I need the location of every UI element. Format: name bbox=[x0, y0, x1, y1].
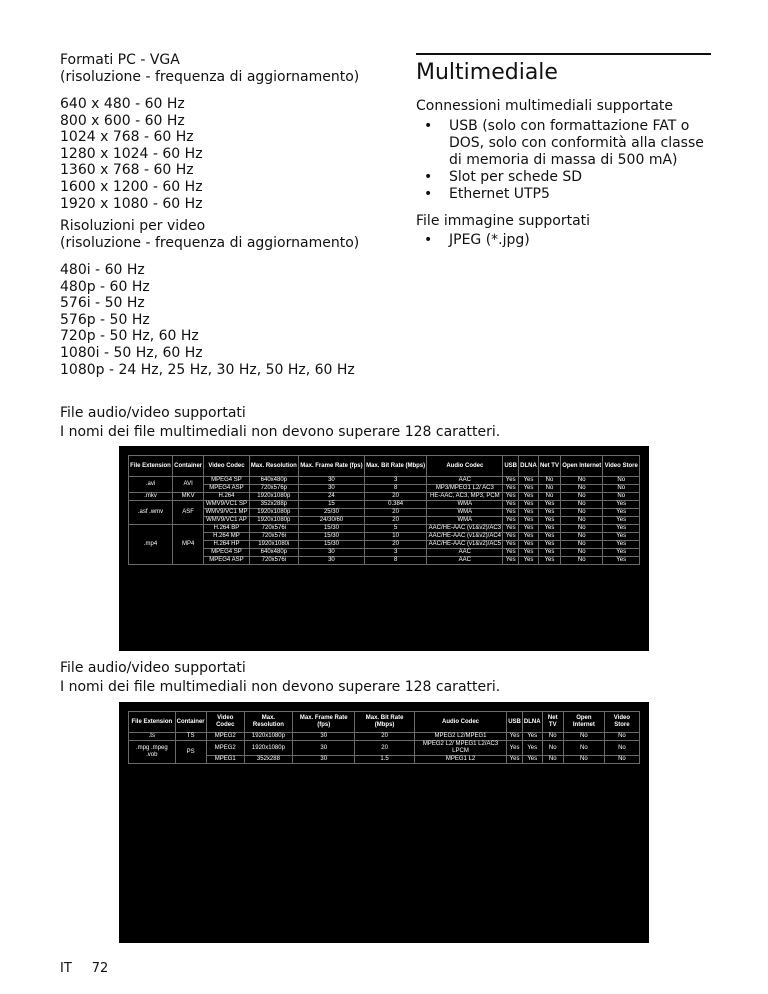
video-heading-line2: (risoluzione - frequenza di aggiornamento) bbox=[60, 235, 360, 251]
table-cell: Yes bbox=[603, 549, 640, 557]
column-header: USB bbox=[507, 712, 523, 733]
table-cell: Yes bbox=[519, 549, 539, 557]
connections-heading: Connessioni multimediali supportate bbox=[416, 98, 674, 114]
av-formats-table-2 bbox=[128, 711, 640, 764]
bullet-icon: • bbox=[424, 232, 433, 248]
column-header: Audio Codec bbox=[414, 712, 506, 733]
table-cell: H.264 BP bbox=[204, 525, 249, 533]
table-row bbox=[129, 509, 640, 517]
table-cell: No bbox=[561, 517, 603, 525]
table-cell: WMA bbox=[427, 501, 503, 509]
table-cell: AAC/HE-AAC (v1&v2)/AC4 bbox=[428, 533, 501, 539]
table-cell: 720x576i bbox=[249, 525, 298, 533]
column-header: Video Codec bbox=[206, 712, 244, 733]
table-cell: 1.5 bbox=[355, 756, 414, 764]
table-cell: 720x576p bbox=[249, 485, 298, 493]
table-row bbox=[129, 517, 640, 525]
table-cell: Yes bbox=[519, 541, 539, 549]
table-row bbox=[129, 733, 640, 741]
table-cell: No bbox=[563, 733, 604, 741]
table-cell: Yes bbox=[519, 525, 539, 533]
column-header: File Extension bbox=[129, 712, 176, 733]
table-cell: 8 bbox=[364, 557, 426, 565]
table-cell: No bbox=[561, 525, 603, 533]
table-cell: 1920x1080p bbox=[244, 741, 292, 756]
table-cell: No bbox=[561, 533, 603, 541]
table-cell: Yes bbox=[603, 509, 640, 517]
av-formats-table-1 bbox=[128, 455, 640, 565]
table-cell: Yes bbox=[503, 485, 519, 493]
table-cell: Yes bbox=[519, 493, 539, 501]
table-cell: No bbox=[604, 756, 639, 764]
table-cell: 3 bbox=[364, 549, 426, 557]
table-cell: Yes bbox=[507, 741, 523, 756]
table-cell: Yes bbox=[519, 485, 539, 493]
container-cell: MKV bbox=[173, 493, 204, 501]
list-item: 1600 x 1200 - 60 Hz bbox=[60, 178, 203, 195]
table-cell: Yes bbox=[503, 501, 519, 509]
column-header: Max. Bit Rate (Mbps) bbox=[364, 456, 426, 477]
table-cell: 30 bbox=[299, 557, 365, 565]
column-header: Max. Resolution bbox=[244, 712, 292, 733]
table-cell: MPEG2 L2/MPEG1 bbox=[414, 733, 506, 741]
av-files-note-2: I nomi dei file multimediali non devono superare 128 caratteri. bbox=[60, 679, 501, 695]
list-item: 1080p - 24 Hz, 25 Hz, 30 Hz, 50 Hz, 60 Hz bbox=[60, 361, 355, 378]
table-cell: No bbox=[542, 741, 563, 756]
table-cell: Yes bbox=[522, 756, 542, 764]
column-header: Open Internet bbox=[561, 456, 603, 477]
list-item: 576p - 50 Hz bbox=[60, 311, 150, 328]
table-cell: 30 bbox=[293, 733, 355, 741]
table-cell: Yes bbox=[503, 517, 519, 525]
column-header: Open Internet bbox=[563, 712, 604, 733]
table-cell: 8 bbox=[364, 485, 426, 493]
image-files-list bbox=[416, 232, 711, 249]
table-cell: 640x480p bbox=[249, 549, 298, 557]
vga-formats-heading bbox=[60, 52, 390, 86]
file-extension-cell: .asf .wmv bbox=[129, 501, 173, 525]
list-item: 576i - 50 Hz bbox=[60, 295, 145, 312]
table-cell: No bbox=[542, 733, 563, 741]
table-row bbox=[129, 485, 640, 493]
table-cell: No bbox=[538, 485, 560, 493]
table-cell: Yes bbox=[503, 541, 519, 549]
container-cell: TS bbox=[175, 733, 206, 741]
table-cell: Yes bbox=[538, 541, 560, 549]
table-cell: Yes bbox=[538, 557, 560, 565]
table-row bbox=[129, 525, 640, 533]
section-rule bbox=[416, 53, 711, 55]
table-cell: Yes bbox=[522, 741, 542, 756]
table-cell: Yes bbox=[538, 549, 560, 557]
bullet-icon: • bbox=[424, 118, 433, 134]
column-header: Video Store bbox=[604, 712, 639, 733]
file-extension-cell: .mp4 bbox=[129, 525, 173, 565]
table-cell: Yes bbox=[519, 477, 539, 485]
table-row bbox=[129, 557, 640, 565]
vga-heading-line1: Formati PC - VGA bbox=[60, 52, 180, 68]
table-cell: HE-AAC, AC3, MP3, PCM bbox=[427, 493, 503, 501]
table-cell: MPEG2 bbox=[206, 741, 244, 756]
table-cell: 15/30 bbox=[299, 525, 365, 533]
table-cell: No bbox=[561, 541, 603, 549]
table-cell: Yes bbox=[538, 533, 560, 541]
list-item: 1080i - 50 Hz, 60 Hz bbox=[60, 344, 203, 361]
image-files-heading: File immagine supportati bbox=[416, 213, 591, 229]
table-cell: H.264 MP bbox=[204, 533, 249, 541]
bullet-item bbox=[416, 169, 711, 186]
table-cell: MPEG4 SP bbox=[204, 477, 249, 485]
table-cell: No bbox=[542, 756, 563, 764]
table-cell: No bbox=[561, 485, 603, 493]
table-cell: 352x288 bbox=[244, 756, 292, 764]
table-cell: MPEG1 L2 bbox=[414, 756, 506, 764]
table-cell: 640x480p bbox=[249, 477, 298, 485]
file-extension-cell: .ts bbox=[129, 733, 176, 741]
video-resolutions-heading bbox=[60, 218, 390, 252]
table-cell: 30 bbox=[293, 741, 355, 756]
table-cell: 20 bbox=[355, 741, 414, 756]
column-header: DLNA bbox=[522, 712, 542, 733]
table-cell: AAC bbox=[427, 477, 503, 485]
column-header: Max. Frame Rate (fps) bbox=[299, 456, 365, 477]
column-header: Container bbox=[175, 712, 206, 733]
table-cell: 0.384 bbox=[364, 501, 426, 509]
table-cell: MPEG2 L2/ MPEG1 L2/AC3 LPCM bbox=[414, 741, 506, 756]
table-row bbox=[129, 501, 640, 509]
footer-language: IT bbox=[60, 961, 72, 976]
list-item: 720p - 50 Hz, 60 Hz bbox=[60, 328, 199, 345]
av-table-panel-1 bbox=[119, 446, 649, 651]
table-cell: Yes bbox=[538, 501, 560, 509]
column-header: Video Codec bbox=[204, 456, 249, 477]
table-cell: 3 bbox=[364, 477, 426, 485]
table-cell: Yes bbox=[503, 533, 519, 541]
table-cell: 720x576i bbox=[249, 533, 298, 541]
table-cell: 15 bbox=[299, 501, 365, 509]
table-row bbox=[129, 533, 640, 541]
table-cell: 352x288p bbox=[249, 501, 298, 509]
bullet-icon: • bbox=[424, 169, 433, 185]
column-header: DLNA bbox=[519, 456, 539, 477]
table-cell: 15/30 bbox=[299, 541, 365, 549]
table-row bbox=[129, 493, 640, 501]
table-cell: AAC/HE-AAC (v1&v2)/AC5 bbox=[428, 541, 501, 547]
table-row bbox=[129, 541, 640, 549]
table-cell: 30 bbox=[299, 485, 365, 493]
list-item: 1024 x 768 - 60 Hz bbox=[60, 129, 194, 146]
table-cell: Yes bbox=[503, 557, 519, 565]
av-files-heading-1: File audio/video supportati bbox=[60, 405, 246, 421]
column-header: USB bbox=[503, 456, 519, 477]
video-resolutions-list bbox=[60, 262, 355, 378]
video-heading-line1: Risoluzioni per video bbox=[60, 218, 206, 234]
table-cell: Yes bbox=[538, 525, 560, 533]
table-cell: 20 bbox=[355, 733, 414, 741]
table-cell: AAC/HE-AAC (v1&v2)/AC3 bbox=[428, 525, 501, 531]
table-cell: 20 bbox=[364, 509, 426, 517]
container-cell: PS bbox=[175, 741, 206, 764]
file-extension-cell: .avi bbox=[129, 477, 173, 493]
table-cell: 24/30/60 bbox=[299, 517, 365, 525]
vga-formats-list bbox=[60, 96, 203, 212]
table-row bbox=[129, 741, 640, 756]
list-item: 640 x 480 - 60 Hz bbox=[60, 96, 185, 112]
table-cell: Yes bbox=[603, 557, 640, 565]
multimedia-title: Multimediale bbox=[416, 60, 558, 85]
table-cell: H.264 HP bbox=[204, 541, 249, 549]
table-cell: WMA bbox=[427, 509, 503, 517]
table-cell: Yes bbox=[519, 557, 539, 565]
table-cell: MPEG1 bbox=[206, 756, 244, 764]
table-cell: Yes bbox=[507, 756, 523, 764]
table-cell: Yes bbox=[519, 517, 539, 525]
table-cell: WMA bbox=[427, 517, 503, 525]
table-cell: WMV9/VC1 SP bbox=[204, 501, 249, 509]
table-cell: No bbox=[563, 741, 604, 756]
container-cell: ASF bbox=[173, 501, 204, 525]
table-cell: 30 bbox=[299, 477, 365, 485]
list-item: 1280 x 1024 - 60 Hz bbox=[60, 145, 203, 162]
table-cell: Yes bbox=[603, 541, 640, 549]
bullet-item bbox=[416, 232, 711, 249]
connections-list bbox=[416, 118, 711, 203]
table-cell: 30 bbox=[293, 756, 355, 764]
column-header: Audio Codec bbox=[427, 456, 503, 477]
table-cell: 20 bbox=[364, 517, 426, 525]
list-item: 1360 x 768 - 60 Hz bbox=[60, 162, 194, 179]
table-cell: Yes bbox=[507, 733, 523, 741]
table-cell: 25/30 bbox=[299, 509, 365, 517]
table-cell: Yes bbox=[503, 477, 519, 485]
column-header: File Extension bbox=[129, 456, 173, 477]
bullet-text: Slot per schede SD bbox=[449, 169, 583, 185]
table-cell: No bbox=[561, 477, 603, 485]
table-cell: WMV9/VC1 AP bbox=[204, 517, 249, 525]
table-cell: 1920x1080p bbox=[249, 509, 298, 517]
table-cell: Yes bbox=[603, 517, 640, 525]
table-cell: 1920x1080p bbox=[249, 493, 298, 501]
table-cell: MP3/MPEG1 L2/ AC3 bbox=[427, 485, 503, 493]
table-cell: WMV9/VC1 MP bbox=[205, 509, 248, 515]
table-cell: 20 bbox=[364, 493, 426, 501]
file-extension-cell: .mpg .mpeg .vob bbox=[129, 741, 176, 764]
table-cell: Yes bbox=[519, 501, 539, 509]
table-cell: 1920x1080p bbox=[244, 733, 292, 741]
table-row bbox=[129, 549, 640, 557]
table-cell: MPEG4 ASP bbox=[204, 485, 249, 493]
table-cell: No bbox=[561, 509, 603, 517]
table-cell: No bbox=[561, 501, 603, 509]
table-cell: AAC bbox=[427, 549, 503, 557]
table-cell: Yes bbox=[603, 525, 640, 533]
table-cell: 30 bbox=[299, 549, 365, 557]
table-cell: No bbox=[561, 557, 603, 565]
list-item: 480i - 60 Hz bbox=[60, 262, 145, 278]
table-cell: 24 bbox=[299, 493, 365, 501]
table-cell: Yes bbox=[538, 517, 560, 525]
table-cell: No bbox=[603, 477, 640, 485]
table-cell: 720x576i bbox=[249, 557, 298, 565]
table-row bbox=[129, 477, 640, 485]
table-cell: MPEG2 bbox=[206, 733, 244, 741]
table-cell: MPEG4 ASP bbox=[204, 557, 249, 565]
table-cell: 1920x1080i bbox=[249, 541, 298, 549]
table-cell: 15/30 bbox=[299, 533, 365, 541]
table-cell: Yes bbox=[519, 509, 539, 517]
table-cell: No bbox=[538, 493, 560, 501]
table-header-row bbox=[129, 456, 640, 477]
table-cell: Yes bbox=[519, 533, 539, 541]
column-header: Max. Frame Rate (fps) bbox=[293, 712, 355, 733]
table-cell: No bbox=[563, 756, 604, 764]
table-cell: No bbox=[561, 549, 603, 557]
table-cell: No bbox=[603, 493, 640, 501]
table-cell: MPEG4 SP bbox=[204, 549, 249, 557]
bullet-text: Ethernet UTP5 bbox=[449, 186, 550, 202]
table-cell: Yes bbox=[503, 525, 519, 533]
column-header: Net TV bbox=[538, 456, 560, 477]
table-cell: 1920x1080p bbox=[249, 517, 298, 525]
table-cell: No bbox=[561, 493, 603, 501]
av-files-note-1: I nomi dei file multimediali non devono superare 128 caratteri. bbox=[60, 424, 501, 440]
table-cell: H.264 bbox=[204, 493, 249, 501]
column-header: Container bbox=[173, 456, 204, 477]
bullet-item bbox=[416, 118, 711, 169]
table-cell: Yes bbox=[503, 509, 519, 517]
table-cell: Yes bbox=[603, 533, 640, 541]
vga-heading-line2: (risoluzione - frequenza di aggiornamento) bbox=[60, 69, 360, 85]
table-cell: Yes bbox=[538, 509, 560, 517]
table-header-row bbox=[129, 712, 640, 733]
table-cell: Yes bbox=[522, 733, 542, 741]
file-extension-cell: .mkv bbox=[129, 493, 173, 501]
table-cell: Yes bbox=[603, 501, 640, 509]
column-header: Max. Bit Rate (Mbps) bbox=[355, 712, 414, 733]
footer-page-number: 72 bbox=[91, 961, 109, 976]
table-cell: AAC bbox=[427, 557, 503, 565]
column-header: Net TV bbox=[542, 712, 563, 733]
list-item: 1920 x 1080 - 60 Hz bbox=[60, 195, 203, 212]
table-cell: 10 bbox=[364, 533, 426, 541]
table-cell: 5 bbox=[364, 525, 426, 533]
av-files-heading-2: File audio/video supportati bbox=[60, 660, 246, 676]
table-cell: No bbox=[604, 741, 639, 756]
table-cell: No bbox=[603, 485, 640, 493]
table-cell: Yes bbox=[503, 549, 519, 557]
table-cell: Yes bbox=[503, 493, 519, 501]
container-cell: MP4 bbox=[173, 525, 204, 565]
bullet-icon: • bbox=[424, 186, 433, 202]
table-cell: 20 bbox=[364, 541, 426, 549]
list-item: 480p - 60 Hz bbox=[60, 278, 150, 295]
list-item: 800 x 600 - 60 Hz bbox=[60, 112, 185, 129]
bullet-item bbox=[416, 186, 711, 203]
av-table-panel-2 bbox=[119, 702, 649, 943]
table-cell: No bbox=[538, 477, 560, 485]
container-cell: AVI bbox=[173, 477, 204, 493]
column-header: Max. Resolution bbox=[249, 456, 298, 477]
table-cell: No bbox=[604, 733, 639, 741]
page-footer bbox=[60, 961, 128, 976]
bullet-text: USB (solo con formattazione FAT o DOS, solo con conformità alla classe di memoria di massa di 500 mA) bbox=[449, 118, 704, 168]
bullet-text: JPEG (*.jpg) bbox=[449, 232, 530, 248]
column-header: Video Store bbox=[603, 456, 640, 477]
